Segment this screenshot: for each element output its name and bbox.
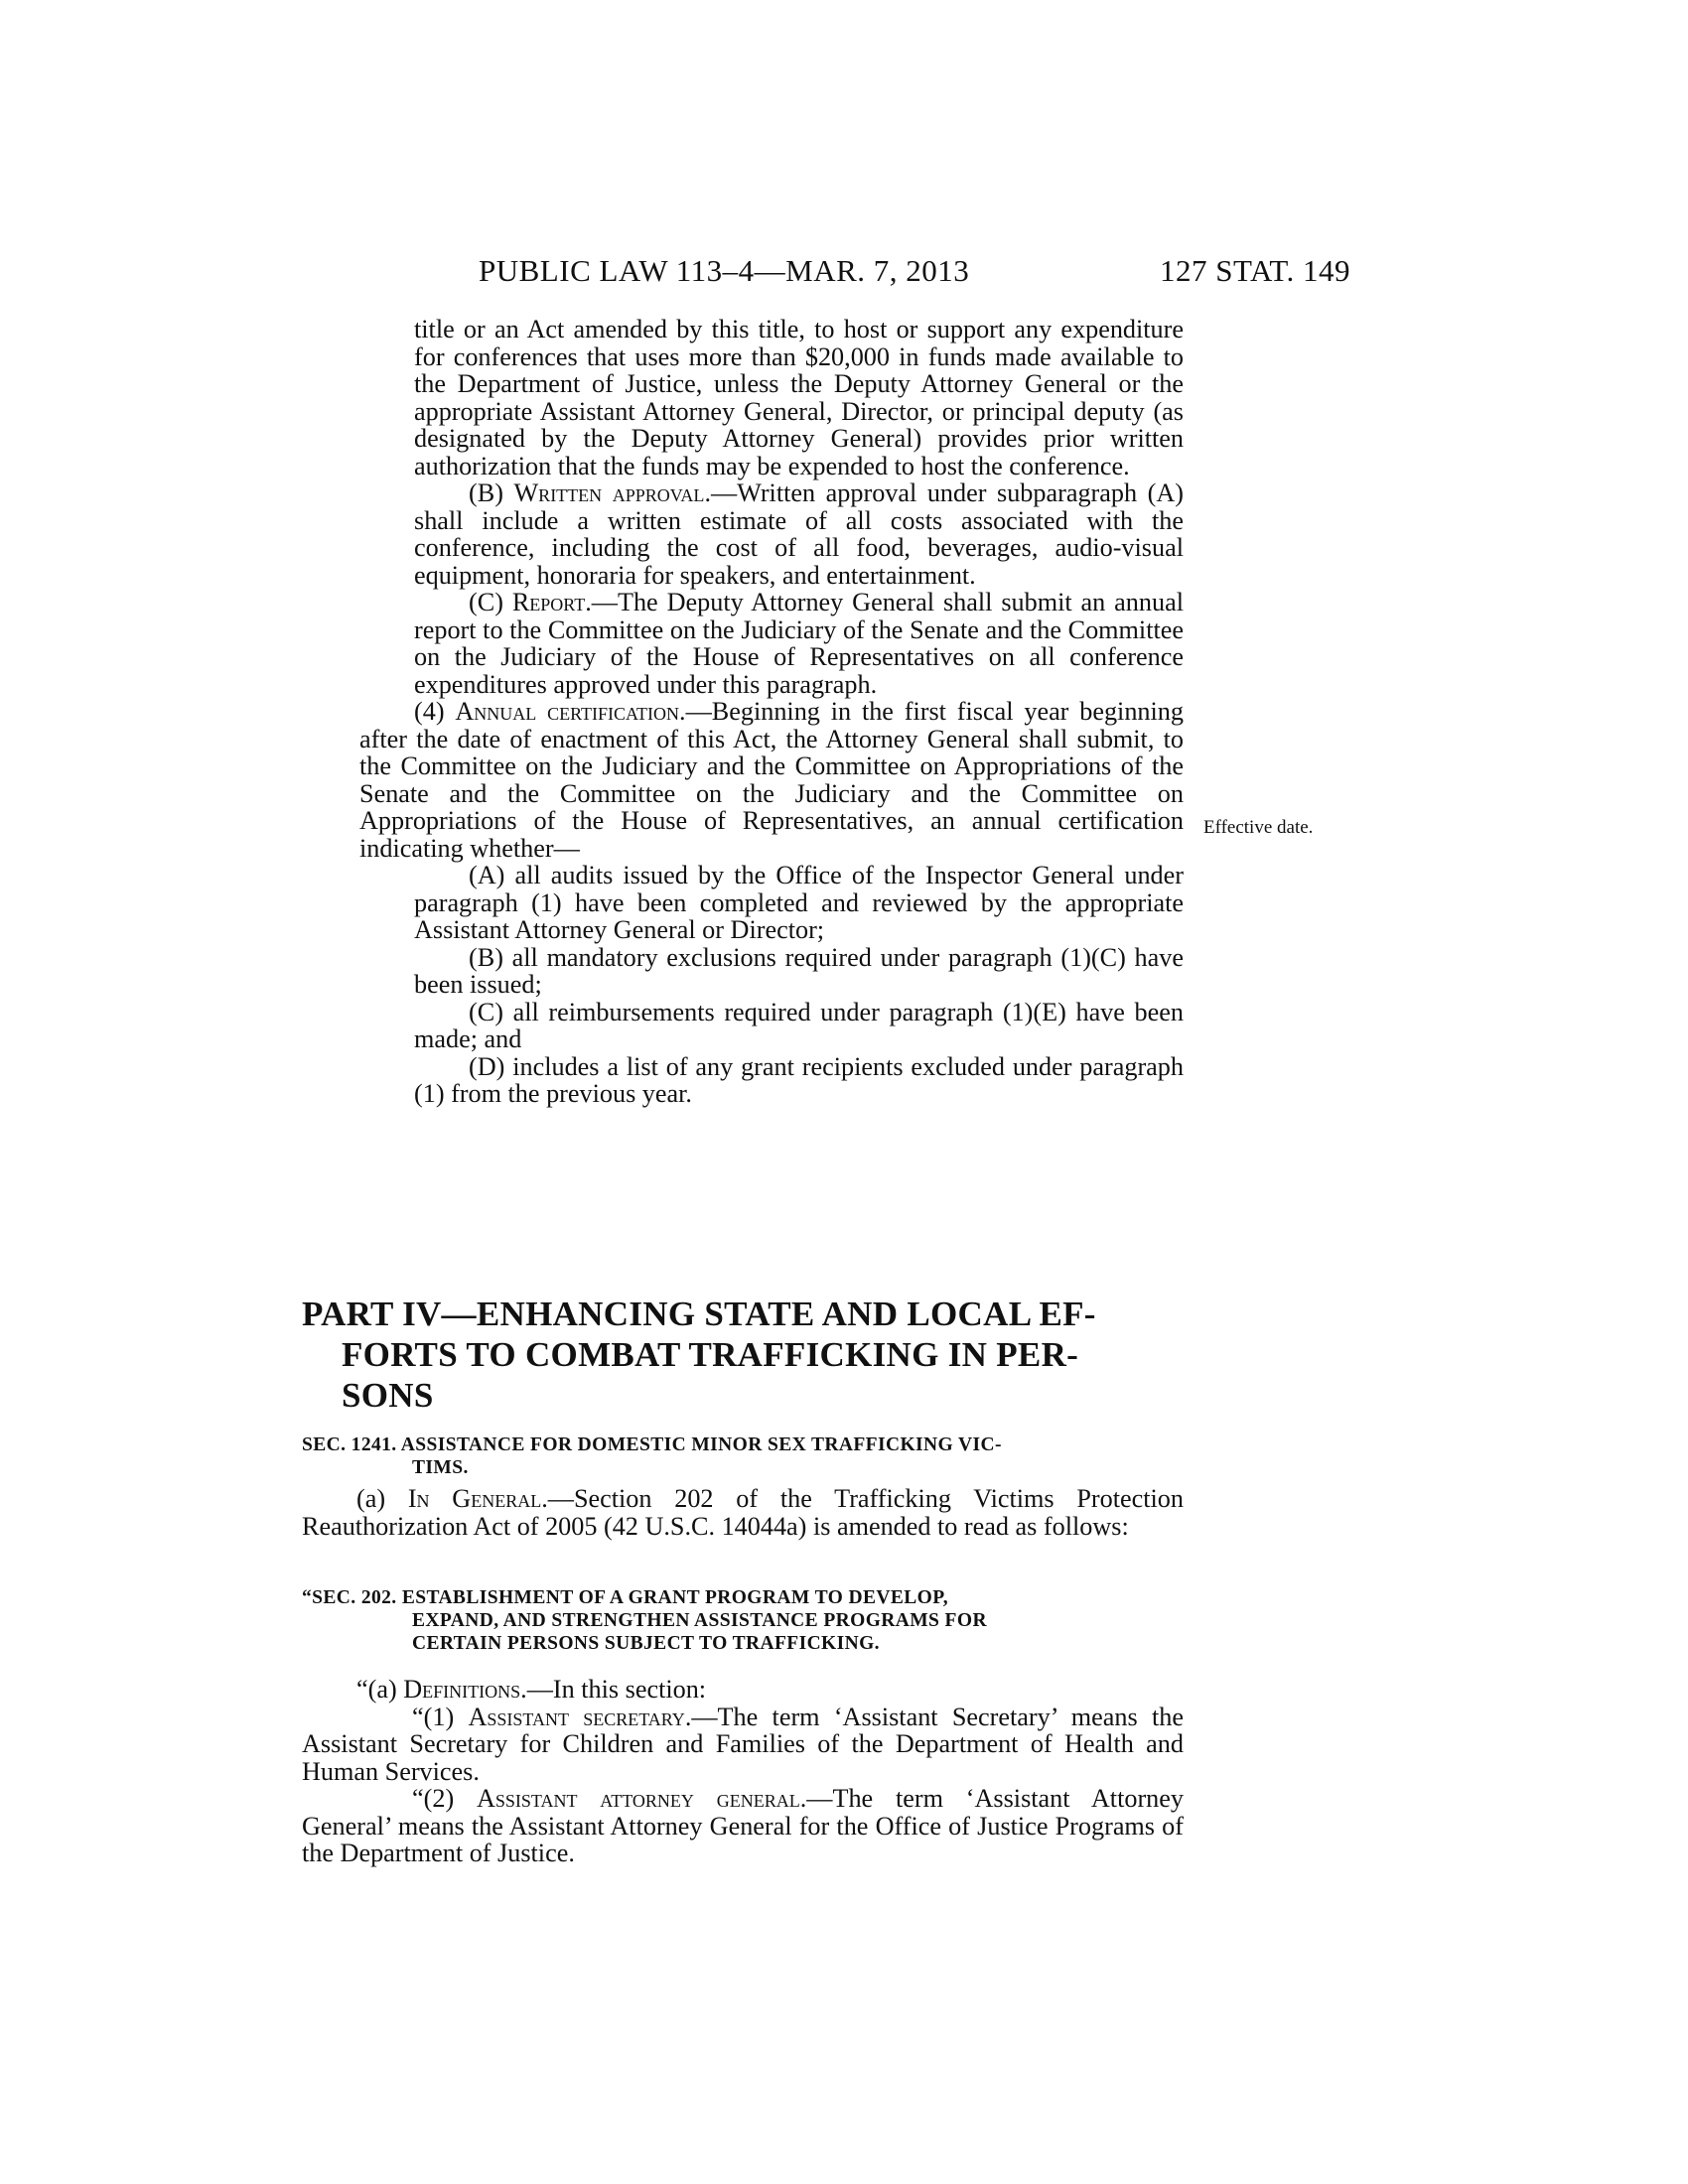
section-heading-line: TIMS. — [412, 1457, 469, 1478]
definition-heading: Assistant secretary — [468, 1702, 685, 1731]
paragraph-4 — [359, 698, 1184, 862]
paragraph-label: (4) — [414, 697, 456, 726]
definition-2 — [302, 1785, 1184, 1867]
running-head-stat-page: 127 STAT. 149 — [1160, 253, 1351, 288]
section-heading-202 — [302, 1586, 1188, 1655]
subparagraph-text: .—The Deputy Attorney General shall submit an annual report to the Committee on the Judiciary of the Senate and the Committee on the Judiciary of the House of Representatives on all conference expenditures approved under this paragraph. — [414, 588, 1184, 699]
body-text — [359, 316, 1184, 1108]
subparagraph-label: (C) — [469, 588, 512, 616]
paragraph-text: title or an Act amended by this title, to host or support any expenditure for conferences that uses more than $20,000 in funds made available to the Department of Justice, unless the Deputy Attorney General or the appropriate Assistant Attorney General, Director, or principal deputy (as designated by the Deputy Attorney General) provides prior written authorization that the funds may be expended to host the conference. — [414, 315, 1184, 480]
section-heading-1241 — [302, 1433, 1188, 1479]
clause-d — [359, 1053, 1184, 1108]
subsection-a — [302, 1485, 1184, 1540]
definitions-text: .—In this section: — [520, 1675, 707, 1704]
definition-heading: Assistant attorney general — [476, 1784, 800, 1813]
subparagraph-heading: Report — [511, 588, 586, 616]
clause-a — [359, 862, 1184, 944]
definition-label: “(1) — [412, 1702, 469, 1731]
section-heading-line: “SEC. 202. ESTABLISHMENT OF A GRANT PROGRAM TO DEVELOP, — [302, 1587, 949, 1608]
part-heading — [302, 1294, 1176, 1416]
margin-note: Effective date. — [1203, 817, 1314, 838]
section-heading-line: CERTAIN PERSONS SUBJECT TO TRAFFICKING. — [412, 1633, 880, 1654]
part-heading-line: FORTS TO COMBAT TRAFFICKING IN PER- — [342, 1335, 1079, 1374]
subsection-label: (a) — [356, 1484, 408, 1513]
definition-label: “(2) — [412, 1784, 477, 1813]
subparagraph-heading: Written approval — [513, 478, 705, 507]
clause-c — [359, 999, 1184, 1053]
clause-text: (D) includes a list of any grant recipients excluded under paragraph (1) from the previous year. — [414, 1051, 1184, 1108]
subsection-heading: In General — [407, 1484, 542, 1513]
paragraph-heading: Annual certification — [455, 697, 680, 726]
subsection-a-paragraph — [302, 1485, 1184, 1540]
clause-text: (C) all reimbursements required under paragraph (1)(E) have been made; and — [414, 997, 1184, 1053]
part-heading-line: SONS — [342, 1376, 434, 1415]
definition-text: .—The term ‘Assistant Secretary’ means the Assistant Secretary for Children and Families of the Department of Health and Human Services. — [302, 1702, 1184, 1786]
definitions-heading: Definitions — [403, 1675, 521, 1704]
clause-text: (B) all mandatory exclusions required under paragraph (1)(C) have been issued; — [414, 942, 1184, 999]
clause-b — [359, 944, 1184, 999]
subparagraph-label: (B) — [469, 478, 514, 507]
definitions-label: “(a) — [356, 1675, 404, 1704]
subparagraph-text: .—Written approval under subparagraph (A) shall include a written estimate of all costs associated with the conference, including the cost of all food, beverages, audio-visual equipment, honoraria for speakers, and entertainment. — [414, 478, 1184, 590]
part-heading-line: PART IV—ENHANCING STATE AND LOCAL EF- — [302, 1295, 1096, 1333]
definition-text: .—The term ‘Assistant Attorney General’ means the Assistant Attorney General for the Office of Justice Programs of the Department of Justice. — [302, 1784, 1184, 1867]
definitions-intro — [302, 1676, 1184, 1704]
paragraph-text: .—Beginning in the first fiscal year beginning after the date of enactment of this Act, the Attorney General shall submit, to the Committee on the Judiciary and the Committee on Appropriations of the Senate and the Committee on the Judiciary and the Committee on Appropriations of the House of Representatives, an annual certification indicating whether— — [359, 697, 1184, 863]
section-heading-line: SEC. 1241. ASSISTANCE FOR DOMESTIC MINOR SEX TRAFFICKING VIC- — [302, 1434, 1002, 1455]
running-head — [0, 253, 1688, 293]
definition-1 — [302, 1704, 1184, 1786]
paragraph-continuation — [359, 316, 1184, 479]
subparagraph-b — [359, 479, 1184, 589]
definitions — [302, 1676, 1184, 1867]
running-head-title: PUBLIC LAW 113–4—MAR. 7, 2013 — [479, 253, 970, 288]
subparagraph-c — [359, 589, 1184, 698]
subsection-text: .—Section 202 of the Trafficking Victims Protection Reauthorization Act of 2005 (42 U.S.C. 14044a) is amended to read as follows: — [302, 1484, 1184, 1541]
section-heading-line: EXPAND, AND STRENGTHEN ASSISTANCE PROGRAMS FOR — [412, 1610, 987, 1631]
clause-text: (A) all audits issued by the Office of the Inspector General under paragraph (1) have been completed and reviewed by the appropriate Assistant Attorney General or Director; — [414, 861, 1184, 944]
